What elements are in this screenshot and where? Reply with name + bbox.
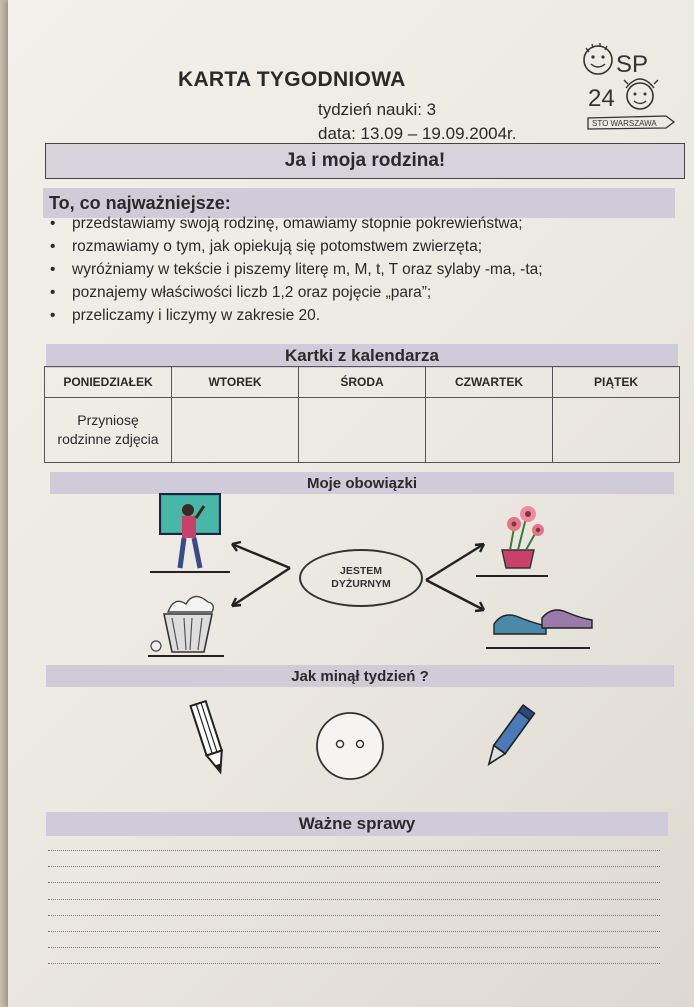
arrows-left — [232, 542, 290, 606]
flower-pot-icon — [476, 506, 548, 576]
on-duty-line1: JESTEM — [339, 565, 382, 577]
on-duty-badge — [299, 549, 423, 607]
note-tuesday — [172, 398, 299, 463]
list-item: • rozmawiamy o tym, jak opiekują się potomstwem zwierzęta; — [48, 235, 668, 258]
day-thursday: CZWARTEK — [426, 367, 553, 398]
arrows-right — [426, 544, 484, 611]
list-item: • przedstawiamy swoją rodzinę, omawiamy stopnie pokrewieństwa; — [48, 212, 668, 235]
day-wednesday: ŚRODA — [299, 367, 426, 398]
note-wednesday — [299, 398, 426, 463]
worksheet-page — [8, 0, 694, 1007]
week-review-heading: Jak minął tydzień ? — [46, 665, 674, 687]
writing-line[interactable] — [48, 899, 660, 900]
writing-line[interactable] — [48, 915, 660, 916]
logo-number-text: 24 — [588, 85, 615, 112]
school-logo-icon — [574, 38, 684, 136]
calendar-table — [44, 366, 680, 463]
writing-line[interactable] — [48, 882, 660, 883]
essentials-heading: To, co najważniejsze: — [43, 188, 675, 218]
week-review-icons — [178, 694, 538, 784]
calendar-heading: Kartki z kalendarza — [46, 344, 678, 368]
page-title: KARTA TYGODNIOWA — [178, 68, 406, 91]
date-range: data: 13.09 – 19.09.2004r. — [318, 124, 517, 143]
list-item: • wyróżniamy w tekście i piszemy literę m, M, t, T oraz sylaby -ma, -ta; — [48, 258, 668, 281]
notes-writing-lines — [48, 850, 660, 980]
topic-banner: Ja i moja rodzina! — [45, 143, 685, 179]
shoes-icon — [486, 610, 592, 648]
essentials-list-items — [48, 206, 668, 327]
writing-line[interactable] — [48, 931, 660, 932]
duties-heading: Moje obowiązki — [50, 472, 674, 494]
writing-line[interactable] — [48, 850, 660, 851]
child-writing-on-board-icon — [150, 494, 230, 572]
note-monday: Przyniosę rodzinne zdjęcia — [45, 398, 172, 463]
table-row — [45, 398, 680, 463]
waste-basket-icon — [148, 596, 224, 656]
note-friday — [553, 398, 680, 463]
logo-school-text: SP — [616, 51, 649, 78]
writing-line[interactable] — [48, 866, 660, 867]
list-item: • przeliczamy i liczymy w zakresie 20. — [48, 304, 668, 327]
day-tuesday: WTOREK — [172, 367, 299, 398]
pen-icon — [483, 705, 534, 768]
logo-stamp-text: STO WARSZAWA — [592, 119, 657, 128]
writing-line[interactable] — [48, 963, 660, 964]
notes-heading: Ważne sprawy — [46, 812, 668, 836]
list-item: • poznajemy właściwości liczb 1,2 oraz pojęcie „para”; — [48, 281, 668, 304]
pencil-icon — [191, 701, 228, 774]
note-thursday — [426, 398, 553, 463]
week-number: tydzień nauki: 3 — [318, 100, 437, 119]
table-row — [45, 367, 680, 398]
writing-line[interactable] — [48, 947, 660, 948]
day-friday: PIĄTEK — [553, 367, 680, 398]
on-duty-line2: DYŻURNYM — [331, 578, 391, 590]
blank-face-icon — [317, 713, 383, 779]
day-monday: PONIEDZIAŁEK — [45, 367, 172, 398]
